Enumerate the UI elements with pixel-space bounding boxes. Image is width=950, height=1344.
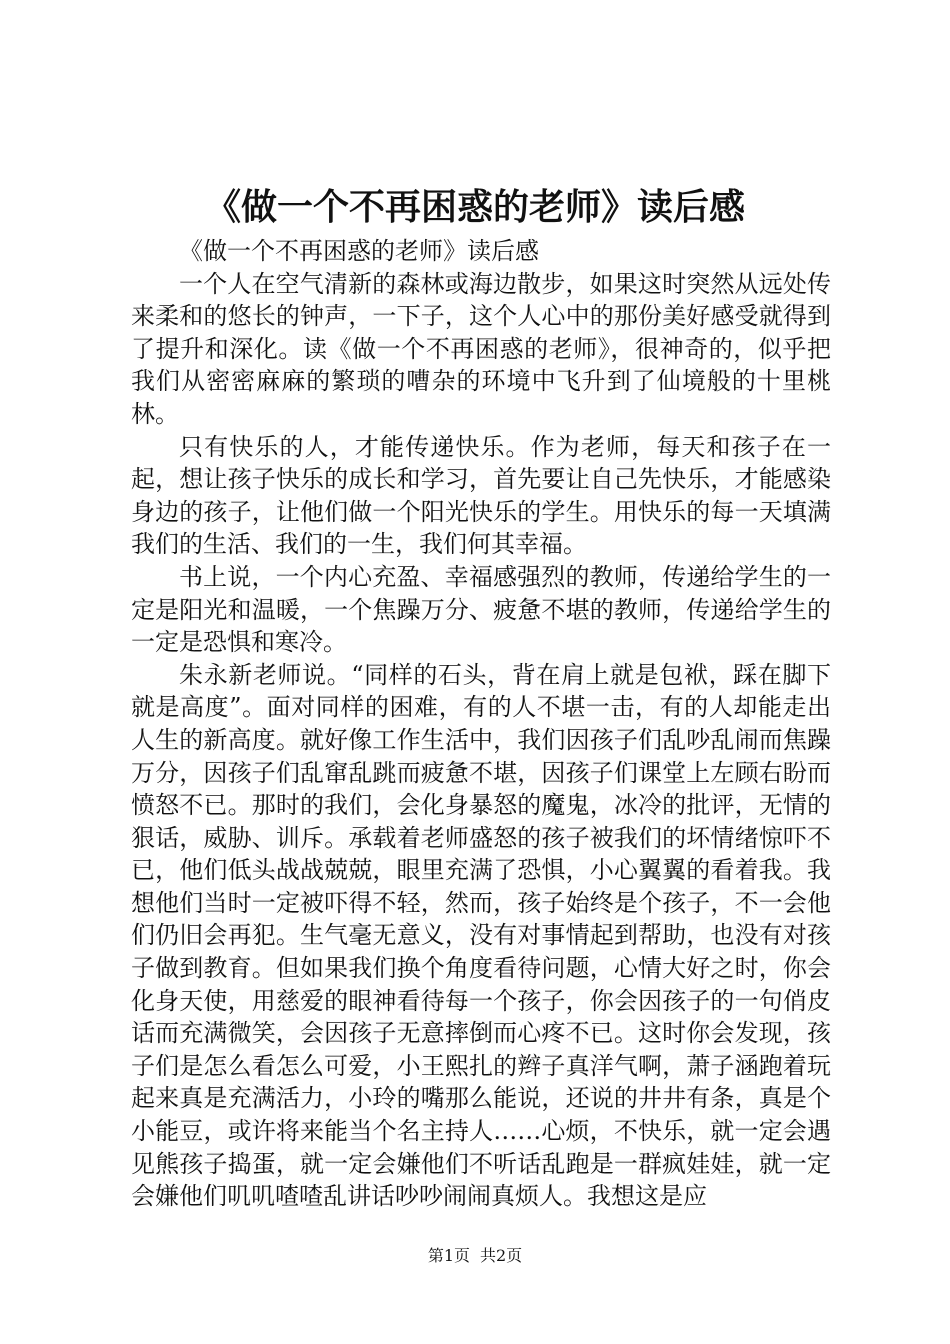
- page-number: 第1页: [427, 1246, 470, 1265]
- paragraph: 只有快乐的人，才能传递快乐。作为老师，每天和孩子在一起，想让孩子快乐的成长和学习，首先要让自己先快乐，才能感染身边的孩子，让他们做一个阳光快乐的学生。用快乐的每一天填满我们的生活、我们的一生，我们何其幸福。: [131, 432, 831, 559]
- paragraph: 朱永新老师说。“同样的石头，背在肩上就是包袱，踩在脚下就是高度”。面对同样的困难，有的人不堪一击，有的人却能走出人生的新高度。就好像工作生活中，我们因孩子们乱吵乱闹而焦躁万分，因孩子们乱窜乱跳而疲惫不堪，因孩子们课堂上左顾右盼而愤怒不已。那时的我们，会化身暴怒的魔鬼，冰冷的批评，无情的狠话，威胁、训斥。承载着老师盛怒的孩子被我们的坏情绪惊吓不已，他们低头战战兢兢，眼里充满了恐惧，小心翼翼的看着我。我想他们当时一定被吓得不轻，然而，孩子始终是个孩子，不一会他们仍旧会再犯。生气毫无意义，没有对事情起到帮助，也没有对孩子做到教育。但如果我们换个角度看待问题，心情大好之时，你会化身天使，用慈爱的眼神看待每一个孩子，你会因孩子的一句俏皮话而充满微笑，会因孩子无意摔倒而心疼不已。这时你会发现，孩子们是怎么看怎么可爱，小王熙扎的辫子真洋气啊，萧子涵跑着玩起来真是充满活力，小玲的嘴那么能说，还说的井井有条，真是个小能豆，或许将来能当个名主持人……心烦，不快乐，就一定会遇见熊孩子捣蛋，就一定会嫌他们不听话乱跑是一群疯娃娃，就一定会嫌他们叽叽喳喳乱讲话吵吵闹闹真烦人。我想这是应: [131, 660, 831, 1211]
- page-footer: [0, 1246, 950, 1266]
- document-title: 《做一个不再困惑的老师》读后感: [204, 187, 745, 228]
- page-total: 共2页: [480, 1246, 523, 1265]
- paragraph: 《做一个不再困惑的老师》读后感: [179, 237, 539, 265]
- paragraph: 一个人在空气清新的森林或海边散步，如果这时突然从远处传来柔和的悠长的钟声，一下子，这个人心中的那份美好感受就得到了提升和深化。读《做一个不再困惑的老师》，很神奇的，似乎把我们从密密麻麻的繁琐的嘈杂的环境中飞升到了仙境般的十里桃林。: [131, 269, 831, 428]
- document-body: [131, 235, 831, 1213]
- paragraph: 书上说，一个内心充盈、幸福感强烈的教师，传递给学生的一定是阳光和温暖，一个焦躁万分、疲惫不堪的教师，传递给学生的一定是恐惧和寒冷。: [131, 562, 831, 657]
